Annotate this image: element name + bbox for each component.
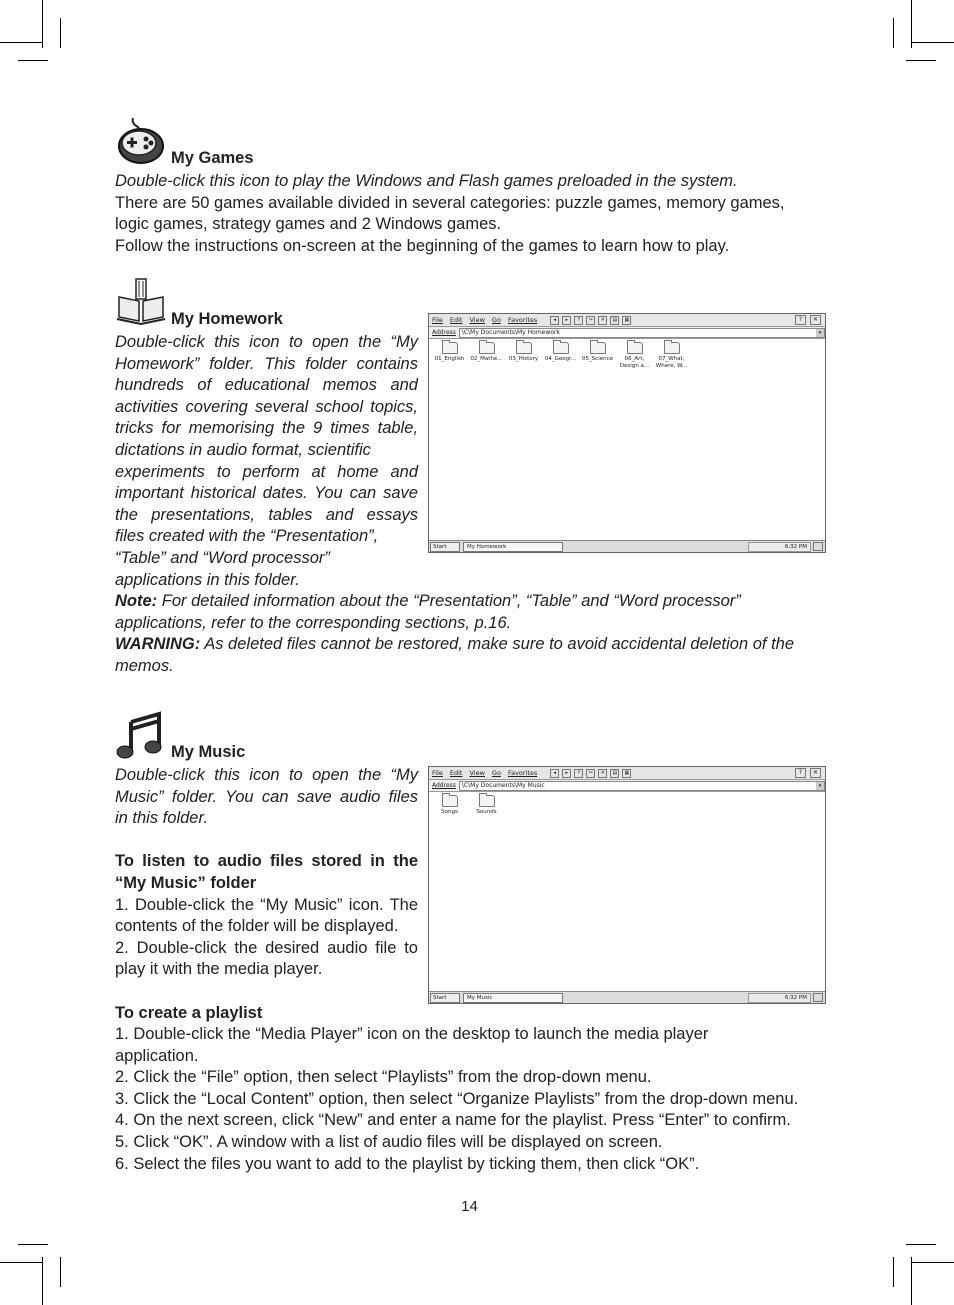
taskbar-item[interactable]: My Music — [463, 993, 563, 1003]
address-value: \C\My Documents\My Homework — [461, 328, 560, 336]
gamepad-icon — [115, 116, 167, 166]
homework-line: the presentations, tables and essays — [115, 505, 418, 524]
folder-item[interactable] — [616, 342, 653, 369]
crop-mark — [911, 1257, 912, 1305]
crop-mark — [0, 42, 42, 43]
menu-edit[interactable]: Edit — [449, 316, 463, 324]
homework-note-line-2: applications, refer to the corresponding sections, p.16. — [115, 614, 512, 632]
homework-line: “Table” and “Word processor” — [115, 548, 330, 567]
address-value: \C\My Documents\My Music — [461, 781, 545, 789]
cut-icon[interactable]: ✂ — [586, 769, 595, 778]
delete-icon[interactable]: ✕ — [598, 316, 607, 325]
folder-item[interactable] — [468, 342, 505, 369]
crop-mark — [893, 1257, 894, 1287]
crop-mark — [18, 1244, 48, 1245]
help-icon[interactable]: ? — [795, 768, 806, 778]
homework-line: Homework” folder. This folder contains — [115, 354, 418, 373]
note-label: Note: — [115, 592, 158, 610]
folder-item[interactable] — [579, 342, 616, 369]
homework-text — [115, 332, 418, 591]
folder-item[interactable] — [431, 795, 468, 816]
folder-icon — [442, 342, 458, 354]
music-text — [115, 765, 418, 981]
crop-mark — [906, 1244, 936, 1245]
homework-warning-line-2: memos. — [115, 657, 174, 675]
close-icon[interactable]: ✕ — [810, 315, 821, 325]
homework-line: dictations in audio format, scientific — [115, 440, 371, 459]
games-line-1: Double-click this icon to play the Windows and Flash games preloaded in the system. — [115, 172, 738, 190]
folder-label: 07_What, — [658, 356, 685, 362]
cut-icon[interactable]: ✂ — [586, 316, 595, 325]
listen-step: play it with the media player. — [115, 960, 323, 979]
playlist-step: 1. Double-click the “Media Player” icon on the desktop to launch the media player — [115, 1025, 709, 1043]
show-desktop-icon[interactable] — [813, 542, 823, 551]
folder-icon — [664, 342, 680, 354]
crop-mark — [60, 1257, 61, 1287]
homework-line: tricks for memorising the 9 times table, — [115, 419, 418, 438]
chevron-down-icon[interactable]: ▾ — [816, 782, 824, 790]
up-folder-icon[interactable]: ↑ — [574, 316, 583, 325]
back-icon[interactable]: ◂ — [550, 769, 559, 778]
properties-icon[interactable]: ▤ — [610, 769, 619, 778]
views-icon[interactable]: ▦ — [622, 316, 631, 325]
views-icon[interactable]: ▦ — [622, 769, 631, 778]
crop-mark — [912, 1262, 954, 1263]
folder-label: 04_Geogr... — [544, 356, 577, 362]
games-line-3: logic games, strategy games and 2 Windows games. — [115, 215, 502, 233]
menu-view[interactable]: View — [469, 769, 485, 777]
taskbar — [429, 540, 825, 552]
listen-step: 1. Double-click the “My Music” icon. The — [115, 895, 418, 914]
folder-label: Songs — [441, 809, 458, 815]
folder-item[interactable] — [653, 342, 690, 369]
crop-mark — [906, 60, 936, 61]
folder-label: Where, W... — [655, 362, 688, 369]
homework-line: experiments to perform at home and — [115, 462, 418, 481]
page-number: 14 — [461, 1198, 478, 1215]
crop-mark — [893, 18, 894, 48]
playlist-step: application. — [115, 1046, 199, 1065]
menu-file[interactable]: File — [432, 316, 443, 324]
back-icon[interactable]: ◂ — [550, 316, 559, 325]
games-heading — [115, 116, 254, 166]
listen-heading: To listen to audio files stored in the — [115, 852, 418, 871]
listen-step: 2. Double-click the desired audio file to — [115, 938, 418, 957]
taskbar — [429, 991, 825, 1003]
homework-line: activities covering several school topics, — [115, 397, 418, 416]
music-note-icon — [115, 710, 167, 760]
menu-favorites[interactable]: Favorites — [507, 316, 538, 324]
folder-item[interactable] — [468, 795, 505, 816]
folder-label: 06_Art, — [624, 356, 645, 362]
properties-icon[interactable]: ▤ — [610, 316, 619, 325]
folder-icon — [516, 342, 532, 354]
menu-go[interactable]: Go — [491, 316, 501, 324]
clock: 6:32 PM — [748, 993, 811, 1003]
warning-label: WARNING: — [115, 635, 201, 653]
address-label: Address — [432, 782, 456, 789]
playlist-step: 5. Click “OK”. A window with a list of audio files will be displayed on screen. — [115, 1132, 663, 1151]
homework-warning-line-1 — [115, 634, 794, 656]
forward-icon[interactable]: ▸ — [562, 769, 571, 778]
folder-icon — [590, 342, 606, 354]
crop-mark — [0, 1262, 42, 1263]
menu-bar — [429, 767, 825, 780]
music-title: My Music — [171, 743, 246, 761]
music-screenshot — [428, 766, 826, 1004]
close-icon[interactable]: ✕ — [810, 768, 821, 778]
folder-icon — [479, 795, 495, 807]
listen-step: contents of the folder will be displayed. — [115, 917, 399, 936]
folder-label: 05_Science — [581, 356, 614, 362]
address-input[interactable] — [459, 781, 825, 791]
playlist-step: 4. On the next screen, click “New” and enter a name for the playlist. Press “Enter” to confirm. — [115, 1111, 791, 1130]
folder-label: Sounds — [476, 809, 497, 815]
folder-item[interactable] — [431, 342, 468, 369]
forward-icon[interactable]: ▸ — [562, 316, 571, 325]
music-line: Music” folder. You can save audio files — [115, 787, 418, 806]
note-text: For detailed information about the “Presentation”, “Table” and “Word processor” — [157, 592, 741, 610]
homework-note-line-1 — [115, 591, 741, 613]
homework-line: important historical dates. You can save — [115, 484, 418, 503]
homework-line: files created with the “Presentation”, — [115, 527, 379, 546]
crop-mark — [42, 1257, 43, 1305]
address-label: Address — [432, 329, 456, 336]
games-line-4: Follow the instructions on-screen at the beginning of the games to learn how to play. — [115, 237, 730, 255]
listen-heading: “My Music” folder — [115, 873, 257, 892]
folder-view — [429, 339, 825, 372]
taskbar-item[interactable]: My Homework — [463, 542, 563, 552]
start-button[interactable]: Start — [430, 542, 460, 552]
homework-heading — [115, 277, 283, 327]
crop-mark — [912, 42, 954, 43]
menu-edit[interactable]: Edit — [449, 769, 463, 777]
address-input[interactable] — [459, 328, 825, 338]
chevron-down-icon[interactable]: ▾ — [816, 329, 824, 337]
folder-icon — [627, 342, 643, 354]
crop-mark — [60, 18, 61, 48]
playlist-step: 6. Select the files you want to add to the playlist by ticking them, then click “OK”. — [115, 1154, 700, 1173]
crop-mark — [18, 60, 48, 61]
music-line: Double-click this icon to open the “My — [115, 766, 418, 784]
menu-favorites[interactable]: Favorites — [507, 769, 538, 777]
homework-title: My Homework — [171, 310, 283, 328]
folder-view — [429, 792, 825, 819]
book-icon — [115, 277, 167, 327]
playlist-heading: To create a playlist — [115, 1004, 263, 1022]
folder-item[interactable] — [505, 342, 542, 369]
up-folder-icon[interactable]: ↑ — [574, 769, 583, 778]
menu-bar — [429, 314, 825, 327]
playlist-steps — [115, 1024, 855, 1175]
help-icon[interactable]: ? — [795, 315, 806, 325]
folder-label: 03_History — [508, 356, 539, 362]
folder-icon — [553, 342, 569, 354]
menu-go[interactable]: Go — [491, 769, 501, 777]
delete-icon[interactable]: ✕ — [598, 769, 607, 778]
folder-label: 02_Mathe... — [470, 356, 503, 362]
homework-line: applications in this folder. — [115, 570, 300, 589]
folder-icon — [442, 795, 458, 807]
folder-icon — [479, 342, 495, 354]
crop-mark — [911, 0, 912, 48]
show-desktop-icon[interactable] — [813, 993, 823, 1002]
playlist-step: 3. Click the “Local Content” option, then select “Organize Playlists” from the drop-down menu. — [115, 1089, 799, 1108]
games-title: My Games — [171, 149, 254, 167]
start-button[interactable]: Start — [430, 993, 460, 1003]
folder-item[interactable] — [542, 342, 579, 369]
crop-mark — [42, 0, 43, 48]
folder-label: Design a... — [619, 362, 650, 369]
clock: 6:32 PM — [748, 542, 811, 552]
menu-file[interactable]: File — [432, 769, 443, 777]
folder-label: 01_English — [434, 356, 465, 362]
playlist-step: 2. Click the “File” option, then select “Playlists” from the drop-down menu. — [115, 1068, 652, 1087]
homework-screenshot — [428, 313, 826, 553]
homework-line: hundreds of educational memos and — [115, 376, 418, 395]
games-line-2: There are 50 games available divided in several categories: puzzle games, memory games, — [115, 194, 785, 212]
address-bar — [429, 780, 825, 792]
address-bar — [429, 327, 825, 339]
homework-line: Double-click this icon to open the “My — [115, 333, 418, 351]
menu-view[interactable]: View — [469, 316, 485, 324]
warning-text: As deleted files cannot be restored, make sure to avoid accidental deletion of the — [200, 635, 795, 653]
music-heading — [115, 710, 245, 760]
music-line: in this folder. — [115, 809, 208, 828]
